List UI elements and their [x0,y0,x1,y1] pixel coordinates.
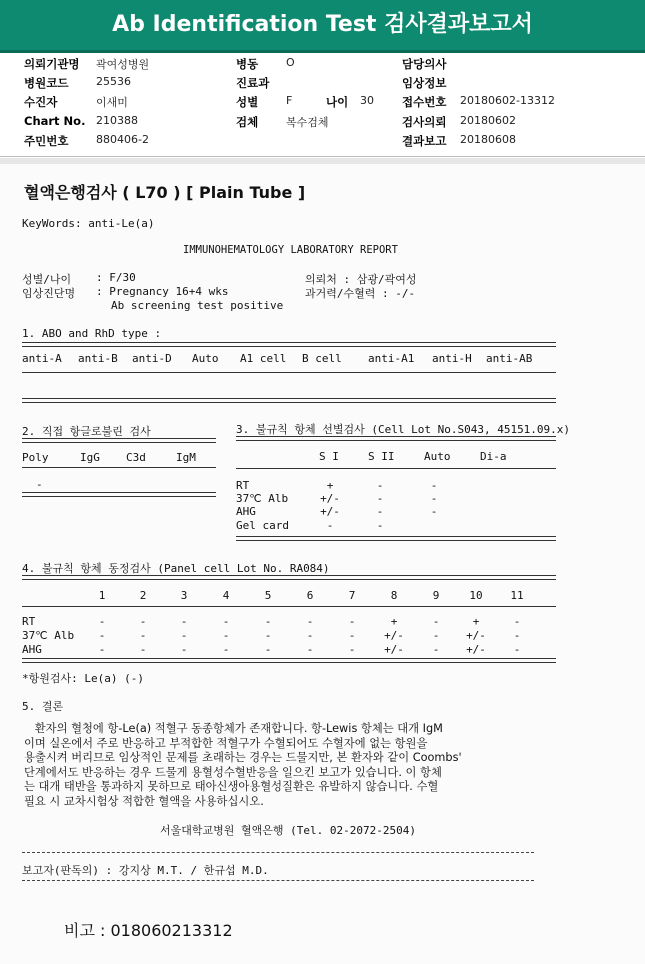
screening-cell: - [430,492,438,505]
screening-cell: - [376,492,384,505]
signature-rule-top [22,852,534,853]
clinical-label: 임상정보 [402,76,447,90]
transfusion-history: 과거력/수혈력 : -/- [305,287,416,300]
section-3-rule-bottom [236,536,556,541]
section-4-rule-mid [22,606,556,607]
patient-value: 이새미 [96,96,128,109]
code-value: 25536 [96,75,131,88]
report-banner-title: Ab Identification Test 검사결과보고서 [0,0,645,50]
rrn-label: 주민번호 [24,134,69,148]
screening-header: Auto [424,450,451,463]
panel-cell: - [222,643,230,656]
sex-age-label: 성별/나이 [22,273,72,286]
section-3-title: 3. 불규칙 항체 선별검사 (Cell Lot No.S043, 45151.09.x) [236,423,571,436]
report-date-value: 20180608 [460,133,516,146]
screening-cell: - [430,479,438,492]
panel-cell: + [472,615,480,628]
abo-header: Auto [192,352,219,365]
panel-cell: - [432,615,440,628]
keywords: KeyWords: anti-Le(a) [22,217,155,230]
panel-cell: - [180,615,188,628]
panel-cell: - [264,615,272,628]
header-row-2 [0,75,645,94]
section-3-rule-top [236,436,556,441]
request-value: 20180602 [460,114,516,127]
panel-cell: - [180,643,188,656]
ward-value: O [286,56,295,69]
banner-divider [0,50,645,53]
dat-header: IgM [176,451,196,464]
panel-cell: - [98,615,106,628]
panel-row-label: AHG [22,643,42,656]
panel-header: 1 [98,589,106,602]
specimen-label: 검체 [236,115,259,129]
abo-header: anti-A1 [368,352,415,365]
screening-cell: - [326,519,334,532]
panel-cell: - [306,629,314,642]
diagnosis-value: : Pregnancy 16+4 wks [96,285,229,298]
section-4-title: 4. 불규칙 항체 동정검사 (Panel cell Lot No. RA084) [22,562,330,575]
screening-row-label: 37℃ Alb [236,492,289,505]
panel-cell: - [180,629,188,642]
sex-value: F [286,94,293,107]
screening-cell: + [326,479,334,492]
dat-value: - [36,478,43,491]
screening-header: S II [368,450,395,463]
rrn-value: 880406-2 [96,133,149,146]
abo-header: anti-D [132,352,172,365]
code-label: 병원코드 [24,76,69,90]
request-label: 검사의뢰 [402,115,447,129]
panel-cell: - [222,615,230,628]
panel-cell: - [348,643,356,656]
panel-cell: - [432,629,440,642]
panel-cell: - [139,629,147,642]
report-title: 혈액은행검사 ( L70 ) [ Plain Tube ] [24,183,306,202]
referral: 의뢰처 : 삼광/곽여성 [305,273,417,286]
panel-cell: - [139,643,147,656]
panel-cell: - [432,643,440,656]
panel-row-label: RT [22,615,36,628]
antigen-test: *항원검사: Le(a) (-) [22,672,144,685]
section-1-rule-top [22,342,556,347]
header-row-4 [0,114,645,133]
panel-cell: - [98,643,106,656]
panel-cell: +/- [466,629,486,642]
remark: 비고 : 018060213312 [64,921,233,940]
screening-row-label: Gel card [236,519,289,532]
panel-header: 7 [348,589,356,602]
abo-header: A1 cell [240,352,287,365]
specimen-value: 복수검체 [286,116,329,129]
screening-cell: - [376,505,384,518]
screening-row-label: RT [236,479,250,492]
panel-header: 9 [432,589,440,602]
abo-header: anti-H [432,352,472,365]
section-2-title: 2. 직접 항글로불린 검사 [22,425,151,438]
panel-header: 2 [139,589,147,602]
panel-header: 5 [264,589,272,602]
panel-cell: - [139,615,147,628]
abo-header: anti-B [78,352,118,365]
panel-header: 11 [510,589,524,602]
patient-label: 수진자 [24,95,58,109]
panel-cell: - [348,615,356,628]
header-row-5 [0,133,645,152]
panel-header: 6 [306,589,314,602]
screening-row-label: AHG [236,505,256,518]
conclusion-line: 용출시켜 버리므로 임상적인 문제를 초래하는 경우는 드물지만, 본 환자와 같이 Coombs' [24,751,462,764]
dat-rule-mid [22,467,216,468]
panel-row-label: 37℃ Alb [22,629,75,642]
panel-header: 4 [222,589,230,602]
screening-cell: - [376,519,384,532]
signature-rule-bottom [22,880,534,881]
screening-cell: - [430,505,438,518]
panel-cell: - [264,629,272,642]
panel-cell: - [306,643,314,656]
doctor-label: 담당의사 [402,57,447,71]
abo-header: anti-A [22,352,62,365]
panel-cell: +/- [384,643,404,656]
header-row-3 [0,94,645,113]
screening-header: S I [319,450,339,463]
section-2-rule-bottom [22,492,216,497]
panel-cell: - [306,615,314,628]
hospital-value: 곽여성병원 [96,58,150,71]
screening-header: Di-a [480,450,507,463]
dept-label: 진료과 [236,76,270,90]
section-3-rule-mid [236,468,556,469]
hospital-label: 의뢰기관명 [24,57,80,71]
institution: 서울대학교병원 혈액은행 (Tel. 02-2072-2504) [160,824,416,837]
abo-header: anti-AB [486,352,533,365]
section-2-rule-top [22,438,216,443]
age-label: 나이 [326,95,349,109]
conclusion-line: 환자의 혈청에 항-Le(a) 적혈구 동종항체가 존재합니다. 항-Lewis 항체는 대개 IgM [24,722,443,735]
panel-cell: - [98,629,106,642]
section-5-title: 5. 결론 [22,700,64,713]
diagnosis-label: 임상진단명 [22,287,76,300]
conclusion-text [24,722,604,809]
panel-header: 3 [180,589,188,602]
panel-cell: - [348,629,356,642]
header-divider [0,156,645,157]
panel-header: 10 [469,589,483,602]
section-4-rule-top [22,575,556,580]
screening-cell: +/- [320,492,340,505]
panel-cell: - [513,615,521,628]
conclusion-line: 필요 시 교차시험상 적합한 혈액을 사용하십시오. [24,794,264,808]
patient-header [0,54,645,154]
panel-cell: - [264,643,272,656]
panel-header: 8 [390,589,398,602]
age-value: 30 [360,94,374,107]
panel-cell: - [222,629,230,642]
header-row-1 [0,56,645,75]
screening-cell: +/- [320,505,340,518]
chart-value: 210388 [96,114,138,127]
panel-cell: - [513,629,521,642]
dat-header: Poly [22,451,49,464]
panel-cell: - [513,643,521,656]
reporter: 보고자(판독의) : 강지상 M.T. / 한규섭 M.D. [22,864,269,877]
dat-header: IgG [80,451,100,464]
chart-label: Chart No. [24,114,86,128]
panel-cell: +/- [466,643,486,656]
receipt-label: 접수번호 [402,95,447,109]
conclusion-line: 는 대개 태반을 통과하지 못하므로 태아신생아용혈성질환은 유발하지 않습니다. 수혈 [24,780,439,793]
conclusion-line: 이며 실온에서 주로 반응하고 부적합한 적혈구가 수혈되어도 수혈자에 없는 항원을 [24,736,428,750]
conclusion-line: 단계에서도 반응하는 경우 드물게 용혈성수혈반응을 일으킨 보고가 있습니다. 이 항체 [24,765,442,779]
lab-report-title: IMMUNOHEMATOLOGY LABORATORY REPORT [183,244,398,256]
section-4-rule-bottom [22,658,556,663]
screening-cell: - [376,479,384,492]
sex-age-value: : F/30 [96,271,136,284]
section-1-rule-mid [22,372,556,373]
dat-header: C3d [126,451,146,464]
section-1-rule-bottom [22,398,556,403]
section-1-title: 1. ABO and RhD type : [22,327,162,340]
sex-label: 성별 [236,95,259,109]
diagnosis-value-2: Ab screening test positive [111,299,284,312]
abo-header: B cell [302,352,342,365]
report-date-label: 결과보고 [402,134,447,148]
ward-label: 병동 [236,57,259,71]
receipt-value: 20180602-13312 [460,94,555,107]
panel-cell: +/- [384,629,404,642]
panel-cell: + [390,615,398,628]
